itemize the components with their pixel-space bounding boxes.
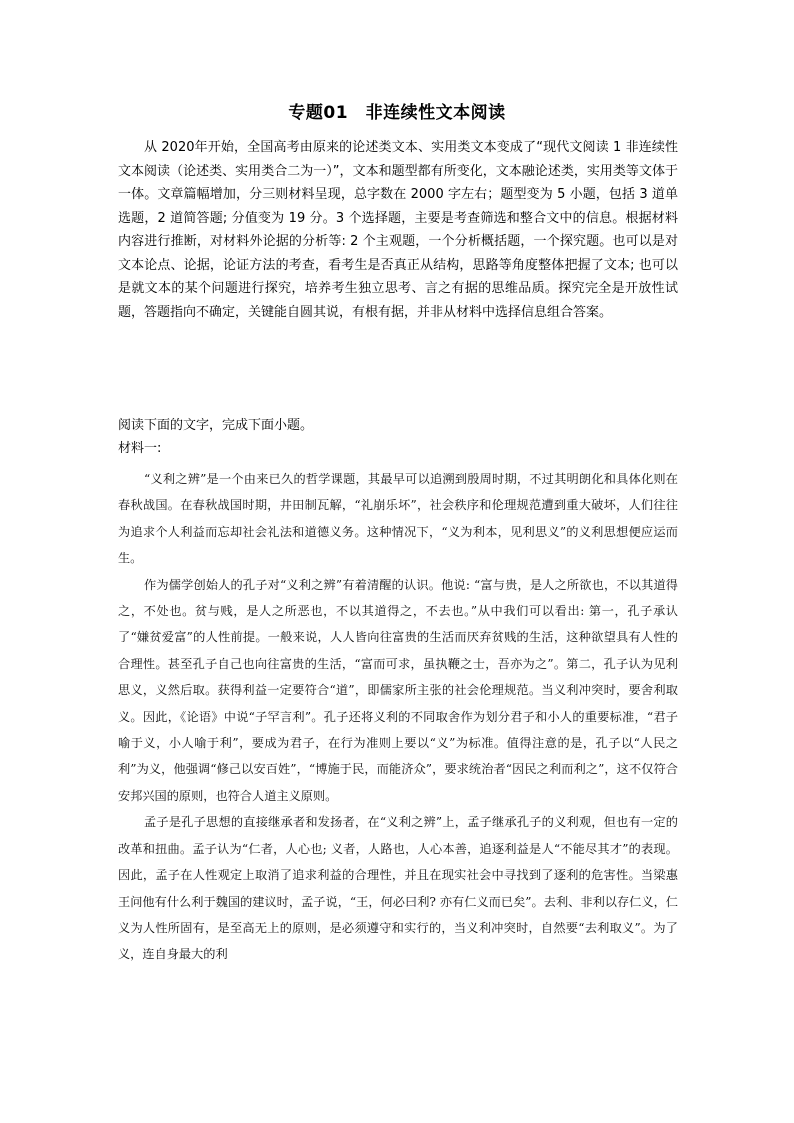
material-body — [118, 466, 678, 968]
material-label: 材料一: — [118, 441, 162, 456]
reading-instruction: 阅读下面的文字，完成下面小题。 — [118, 418, 314, 433]
material-paragraph-1: “义利之辨”是一个由来已久的哲学课题，其最早可以追溯到殷周时期，不过其明朗化和具体化则在春秋战国。在春秋战国时期，井田制瓦解，“礼崩乐坏”，社会秩序和伦理规范遭到重大破坏，人们往往为追求个人利益而忘却社会礼法和道德义务。这种情况下，“义为利本，见利思义”的义利思想便应运而生。 — [118, 472, 678, 566]
material-paragraph-3: 孟子是孔子思想的直接继承者和发扬者，在“义利之辨”上，孟子继承孔子的义利观，但也有一定的改革和扭曲。孟子认为“仁者，人心也; 义者，人路也，人心本善，追逐利益是人“不能尽其才”的表现。因此，孟子在人性观定上取消了追求利益的合理性，并且在现实社会中寻找到了逐利的危害性。当梁惠王问他有什么利于魏国的建议时，孟子说，“王，何必曰利? 亦有仁义而已矣”。去利、非利以存仁义，仁义为人性所固有，是至高无上的原则，是必须遵守和实行的，当义利冲突时，自然要“去利取义”。为了义，连自身最大的利 — [118, 815, 678, 962]
intro-paragraph: 从 2020年开始，全国高考由原来的论述类文本、实用类文本变成了“现代文阅读 1 非连续性文本阅读（论述类、实用类合二为一）”，文本和题型都有所变化，文本融论述类，实用类等文体于一体。文章篇幅增加，分三则材料呈现，总字数在 2000 字左右；题型变为 5 小题，包括 3 道单选题，2 道简答题; 分值变为 19 分。3 个选择题，主要是考查筛选和整合文中的信息。根据材料内容进行推断，对材料外论据的分析等: 2 个主观题，一个分析概括题，一个探究题。也可以是对文本论点、论据，论证方法的考查，看考生是否真正从结构，思路等角度整体把握了文本; 也可以是就文本的某个问题进行探究，培养考生独立思考、言之有据的思维品质。探究完全是开放性试题，答题指向不确定，关键能自圆其说，有根有据，并非从材料中选择信息组合答案。 — [118, 140, 678, 320]
document-title: 专题01 非连续性文本阅读 — [288, 103, 506, 123]
material-paragraph-2: 作为儒学创始人的孔子对“义利之辨”有着清醒的认识。他说: “富与贵，是人之所欲也，不以其道得之，不处也。贫与贱，是人之所恶也，不以其道得之，不去也。”从中我们可以看出: 第一，孔子承认了“嫌贫爱富”的人性前提。一般来说，人人皆向往富贵的生活而厌弃贫贱的生活，这种欲望具有人性的合理性。甚至孔子自己也向往富贵的生活，“富而可求，虽执鞭之士，吾亦为之”。第二，孔子认为见利思义，义然后取。获得利益一定要符合“道”，即儒家所主张的社会伦理规范。当义利冲突时，要舍利取义。因此，《论语》中说“子罕言利”。孔子还将义利的不同取舍作为划分君子和小人的重要标准，“君子喻于义，小人喻于利”，要成为君子，在行为准则上要以“义”为标准。值得注意的是，孔子以“人民之利”为义，他强调“修己以安百姓”，“博施于民，而能济众”，要求统治者“因民之利而利之”，这不仅符合安邦兴国的原则，也符合人道主义原则。 — [118, 577, 678, 803]
